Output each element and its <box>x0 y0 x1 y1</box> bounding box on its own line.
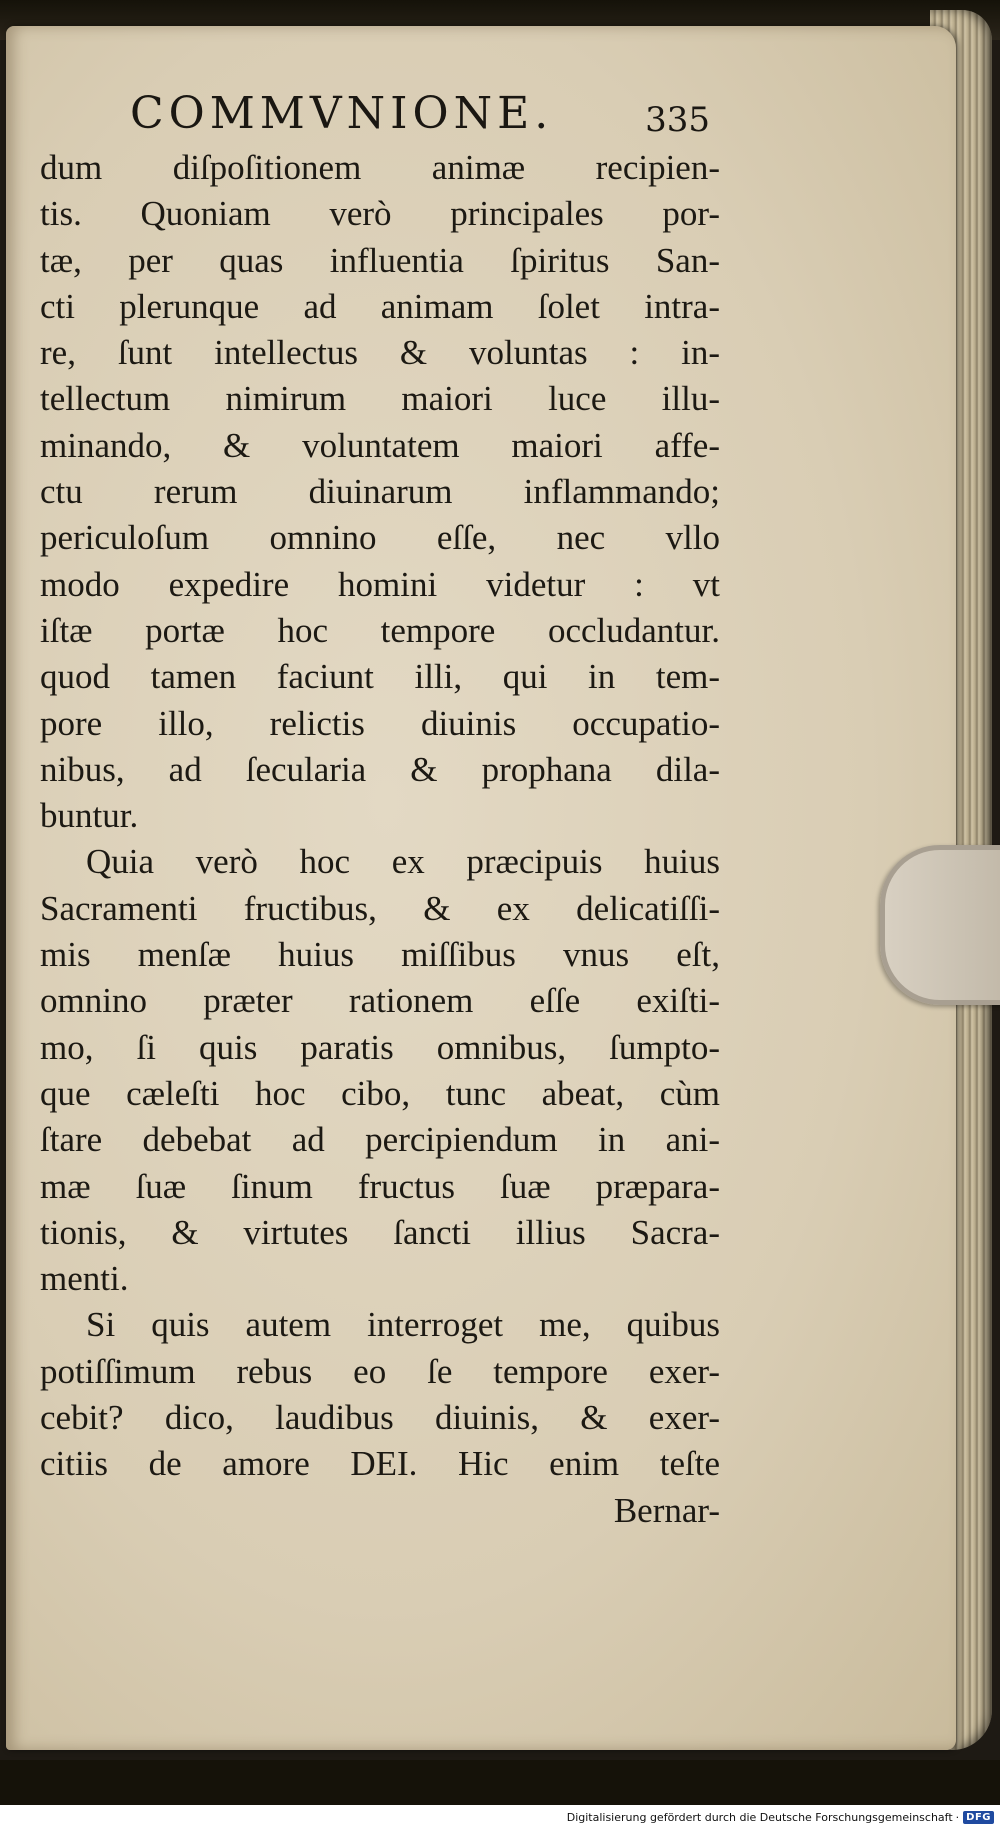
text-line: menti. <box>40 1259 129 1299</box>
text-line: tionis, & virtutes ſancti illius Sacra- <box>40 1212 720 1252</box>
digitization-footer <box>0 1805 1000 1830</box>
text-line: pore illo, relictis diuinis occupatio- <box>40 703 720 743</box>
text-line: iſtæ portæ hoc tempore occludantur. <box>40 610 720 650</box>
body-text <box>40 145 720 1534</box>
text-line: tis. Quoniam verò principales por- <box>40 194 720 234</box>
running-head: COMMVNIONE. <box>130 88 554 139</box>
text-line: que cæleſti hoc cibo, tunc abeat, cùm <box>40 1073 720 1113</box>
catchword: Bernar- <box>613 1490 720 1530</box>
dfg-logo: DFG <box>963 1811 994 1824</box>
text-line: potiſſimum rebus eo ſe tempore exer- <box>40 1351 720 1391</box>
text-line: modo expedire homini videtur : vt <box>40 564 720 604</box>
footer-credit: Digitalisierung gefördert durch die Deutsche Forschungsgemeinschaft <box>566 1811 953 1824</box>
text-line: cebit? dico, laudibus diuinis, & exer- <box>40 1398 720 1438</box>
text-line: re, ſunt intellectus & voluntas : in- <box>40 333 720 373</box>
footer-separator: · <box>955 1811 960 1824</box>
text-line: quod tamen faciunt illi, qui in tem- <box>40 657 720 697</box>
text-line: cti plerunque ad animam ſolet intra- <box>40 286 720 326</box>
bookmark-tab <box>880 845 1000 1005</box>
text-line: periculoſum omnino eſſe, nec vllo <box>40 518 720 558</box>
text-line: dum diſpoſitionem animæ recipien- <box>40 148 720 187</box>
text-line: tæ, per quas influentia ſpiritus San- <box>40 240 720 280</box>
text-line: minando, & voluntatem maiori affe- <box>40 425 720 465</box>
page-header <box>130 70 710 140</box>
text-line: ſtare debebat ad percipiendum in ani- <box>40 1120 720 1160</box>
text-line: nibus, ad ſecularia & prophana dila- <box>40 749 720 789</box>
text-line: Si quis autem interroget me, quibus <box>86 1305 720 1345</box>
text-line: omnino præter rationem eſſe exiſti- <box>40 981 720 1021</box>
text-line: mis menſæ huius miſſibus vnus eſt, <box>40 935 720 975</box>
text-line: Sacramenti fructibus, & ex delicatiſſi- <box>40 888 720 928</box>
text-line: tellectum nimirum maiori luce illu- <box>40 379 720 419</box>
text-line: ctu rerum diuinarum inflammando; <box>40 472 720 512</box>
text-line: buntur. <box>40 796 139 836</box>
text-line: citiis de amore DEI. Hic enim teſte <box>40 1444 720 1484</box>
page-number: 335 <box>645 100 710 140</box>
scan-background-bottom <box>0 1760 1000 1805</box>
text-line: mo, ſi quis paratis omnibus, ſumpto- <box>40 1027 720 1067</box>
text-line: mæ ſuæ ſinum fructus ſuæ præpara- <box>40 1166 720 1206</box>
text-line: Quia verò hoc ex præcipuis huius <box>86 842 720 882</box>
